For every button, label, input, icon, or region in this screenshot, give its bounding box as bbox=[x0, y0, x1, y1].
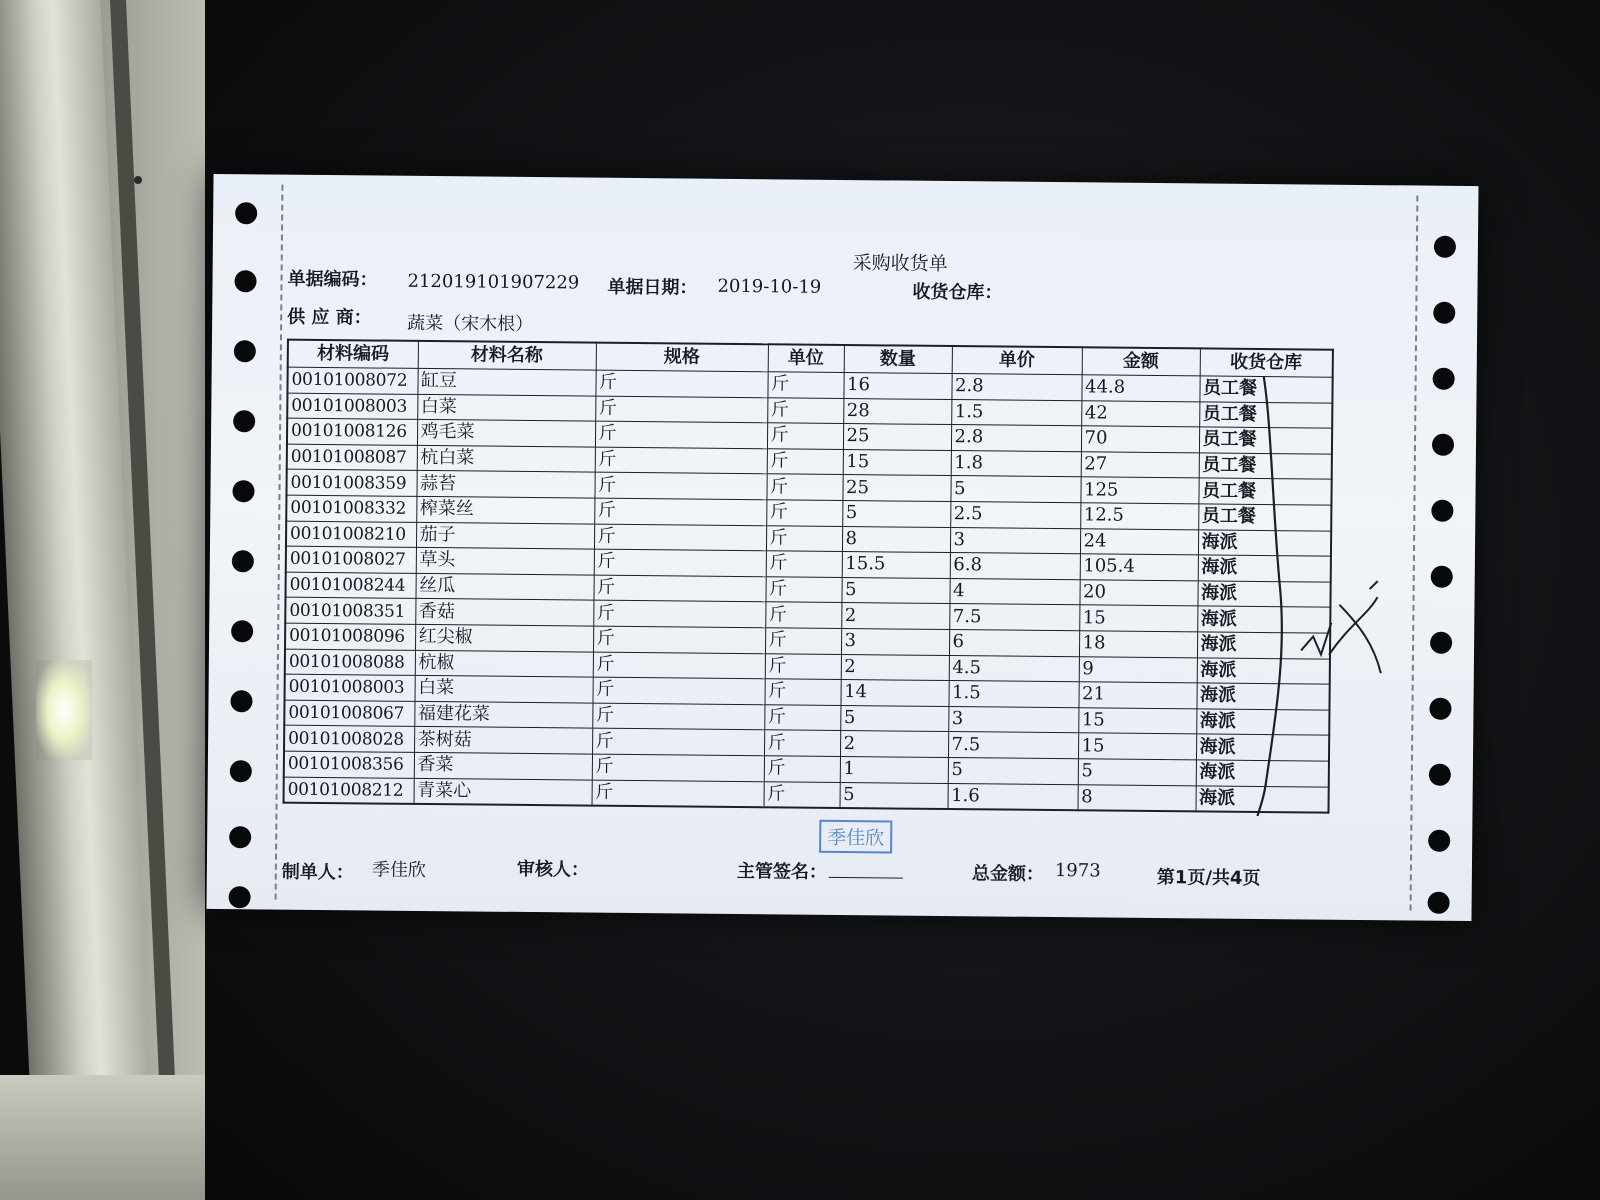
feed-hole bbox=[1433, 368, 1455, 390]
amount-cell: 8 bbox=[1077, 784, 1195, 811]
unit-price-cell: 1.8 bbox=[951, 450, 1081, 477]
amount-cell: 15 bbox=[1078, 733, 1196, 760]
spec-cell: 斤 bbox=[592, 754, 764, 781]
material-code-cell: 00101008027 bbox=[286, 546, 416, 573]
amount-cell: 125 bbox=[1080, 477, 1198, 504]
shelf bbox=[0, 1075, 205, 1200]
spec-cell: 斤 bbox=[594, 472, 766, 499]
unit-cell: 斤 bbox=[764, 756, 840, 782]
spec-cell: 斤 bbox=[593, 626, 765, 653]
warehouse-cell: 海派 bbox=[1195, 785, 1328, 812]
column-header: 收货仓库 bbox=[1200, 348, 1333, 377]
spec-cell: 斤 bbox=[594, 549, 766, 576]
feed-hole bbox=[232, 480, 254, 502]
quantity-cell: 28 bbox=[843, 398, 951, 425]
unit-price-cell: 2.8 bbox=[951, 425, 1081, 452]
warehouse-cell: 海派 bbox=[1196, 734, 1329, 761]
spec-cell: 斤 bbox=[595, 396, 767, 423]
warehouse-cell: 海派 bbox=[1198, 555, 1331, 582]
document-title: 采购收货单 bbox=[852, 252, 948, 275]
feed-hole bbox=[235, 202, 257, 224]
perforation-right bbox=[1410, 195, 1419, 910]
column-header: 规格 bbox=[596, 343, 768, 372]
unit-price-cell: 5 bbox=[950, 476, 1080, 503]
unit-cell: 斤 bbox=[764, 704, 840, 730]
maker-label: 制单人： bbox=[281, 861, 354, 884]
warehouse-cell: 海派 bbox=[1198, 529, 1331, 556]
supplier-name: 蔬菜（宋木根） bbox=[407, 312, 534, 336]
maker-name: 季佳欣 bbox=[371, 859, 426, 882]
amount-cell: 5 bbox=[1078, 759, 1196, 786]
unit-price-cell: 4.5 bbox=[949, 655, 1079, 682]
frame-screw bbox=[134, 176, 142, 184]
unit-cell: 斤 bbox=[766, 474, 842, 500]
feed-hole bbox=[1429, 764, 1451, 786]
spec-cell: 斤 bbox=[595, 370, 767, 397]
material-code-cell: 00101008088 bbox=[285, 649, 415, 676]
warehouse-cell: 员工餐 bbox=[1198, 478, 1331, 505]
material-name-cell: 福建花菜 bbox=[414, 701, 592, 728]
column-header: 单价 bbox=[952, 346, 1082, 375]
amount-cell: 27 bbox=[1081, 452, 1199, 479]
page-info: 第1页/共4页 bbox=[1156, 867, 1261, 890]
material-code-cell: 00101008210 bbox=[286, 521, 416, 548]
spec-cell: 斤 bbox=[593, 652, 765, 679]
feed-hole bbox=[233, 410, 255, 432]
quantity-cell: 25 bbox=[842, 475, 950, 502]
feed-hole bbox=[234, 270, 256, 292]
doc-number: 212019101907229 bbox=[407, 270, 580, 294]
warehouse-cell: 海派 bbox=[1197, 657, 1330, 684]
unit-price-cell: 3 bbox=[948, 706, 1078, 733]
unit-cell: 斤 bbox=[764, 730, 840, 756]
material-code-cell: 00101008003 bbox=[285, 674, 415, 701]
unit-price-cell: 3 bbox=[950, 527, 1080, 554]
material-name-cell: 榨菜丝 bbox=[416, 496, 594, 523]
unit-price-cell: 2.5 bbox=[950, 502, 1080, 529]
feed-hole bbox=[1431, 566, 1453, 588]
quantity-cell: 16 bbox=[843, 373, 951, 400]
material-code-cell: 00101008126 bbox=[287, 418, 417, 445]
doc-number-label: 单据编码： bbox=[287, 268, 378, 291]
total-label: 总金额： bbox=[971, 863, 1044, 885]
material-code-cell: 00101008359 bbox=[286, 470, 416, 497]
feed-hole bbox=[1431, 500, 1453, 522]
feed-hole bbox=[232, 550, 254, 572]
warehouse-cell: 海派 bbox=[1196, 683, 1329, 710]
amount-cell: 21 bbox=[1078, 682, 1196, 709]
feed-hole bbox=[231, 620, 253, 642]
feed-hole bbox=[1429, 698, 1451, 720]
spec-cell: 斤 bbox=[595, 421, 767, 448]
spec-cell: 斤 bbox=[592, 780, 764, 808]
warehouse-cell: 海派 bbox=[1197, 581, 1330, 608]
goods-table bbox=[283, 339, 1334, 814]
material-code-cell: 00101008072 bbox=[287, 367, 417, 394]
material-code-cell: 00101008067 bbox=[284, 700, 414, 727]
material-name-cell: 蒜苔 bbox=[416, 471, 594, 498]
material-name-cell: 杭白菜 bbox=[417, 445, 595, 472]
unit-cell: 斤 bbox=[765, 653, 841, 679]
column-header: 单位 bbox=[768, 344, 844, 372]
warehouse-cell: 海派 bbox=[1197, 632, 1330, 659]
spec-cell: 斤 bbox=[593, 600, 765, 627]
material-code-cell: 00101008244 bbox=[285, 572, 415, 599]
quantity-cell: 15.5 bbox=[842, 552, 950, 579]
amount-cell: 12.5 bbox=[1080, 503, 1198, 530]
unit-price-cell: 1.6 bbox=[947, 783, 1077, 810]
material-name-cell: 茶树菇 bbox=[414, 727, 592, 754]
spec-cell: 斤 bbox=[594, 498, 766, 525]
unit-cell: 斤 bbox=[767, 423, 843, 449]
feed-hole bbox=[1432, 434, 1454, 456]
quantity-cell: 5 bbox=[839, 782, 947, 809]
doc-date: 2019-10-19 bbox=[717, 275, 822, 298]
feed-hole bbox=[1428, 892, 1450, 914]
column-header: 材料名称 bbox=[418, 341, 596, 370]
unit-cell: 斤 bbox=[765, 577, 841, 603]
material-name-cell: 香菇 bbox=[415, 599, 593, 626]
unit-cell: 斤 bbox=[766, 500, 842, 526]
unit-price-cell: 6.8 bbox=[950, 553, 1080, 580]
material-code-cell: 00101008351 bbox=[285, 597, 415, 624]
amount-cell: 9 bbox=[1079, 656, 1197, 683]
unit-price-cell: 5 bbox=[948, 757, 1078, 784]
unit-cell: 斤 bbox=[765, 628, 841, 654]
spec-cell: 斤 bbox=[593, 575, 765, 602]
warehouse-cell: 海派 bbox=[1196, 760, 1329, 787]
quantity-cell: 8 bbox=[842, 526, 950, 553]
reviewer-label: 审核人： bbox=[516, 858, 589, 881]
name-stamp: 季佳欣 bbox=[819, 820, 892, 854]
amount-cell: 15 bbox=[1079, 605, 1197, 632]
table-body bbox=[284, 367, 1333, 813]
amount-cell: 18 bbox=[1079, 631, 1197, 658]
material-name-cell: 杭椒 bbox=[415, 650, 593, 677]
material-code-cell: 00101008096 bbox=[285, 623, 415, 650]
amount-cell: 20 bbox=[1079, 580, 1197, 607]
feed-hole bbox=[1433, 302, 1455, 324]
material-name-cell: 白菜 bbox=[417, 394, 595, 421]
spec-cell: 斤 bbox=[592, 728, 764, 755]
quantity-cell: 14 bbox=[840, 680, 948, 707]
unit-price-cell: 7.5 bbox=[949, 604, 1079, 631]
warehouse-cell: 海派 bbox=[1197, 606, 1330, 633]
warehouse-cell: 员工餐 bbox=[1199, 402, 1332, 429]
material-code-cell: 00101008028 bbox=[284, 725, 414, 752]
quantity-cell: 5 bbox=[841, 577, 949, 604]
material-code-cell: 00101008356 bbox=[284, 751, 414, 778]
material-name-cell: 茄子 bbox=[416, 522, 594, 549]
amount-cell: 15 bbox=[1078, 707, 1196, 734]
quantity-cell: 5 bbox=[840, 705, 948, 732]
amount-cell: 44.8 bbox=[1081, 375, 1199, 402]
unit-price-cell: 7.5 bbox=[948, 732, 1078, 759]
material-name-cell: 红尖椒 bbox=[415, 624, 593, 651]
total-amount: 1973 bbox=[1054, 860, 1101, 882]
warehouse-cell: 员工餐 bbox=[1199, 376, 1332, 403]
material-code-cell: 00101008003 bbox=[287, 393, 417, 420]
unit-price-cell: 2.8 bbox=[951, 374, 1081, 401]
spec-cell: 斤 bbox=[592, 703, 764, 730]
unit-cell: 斤 bbox=[764, 679, 840, 705]
material-name-cell: 鸡毛菜 bbox=[417, 420, 595, 447]
material-code-cell: 00101008212 bbox=[284, 777, 414, 804]
unit-cell: 斤 bbox=[767, 449, 843, 475]
material-code-cell: 00101008332 bbox=[286, 495, 416, 522]
column-header: 材料编码 bbox=[288, 340, 418, 369]
unit-cell: 斤 bbox=[765, 602, 841, 628]
indicator-light bbox=[36, 660, 92, 760]
quantity-cell: 2 bbox=[841, 603, 949, 630]
supplier-label: 供 应 商： bbox=[287, 306, 372, 329]
feed-hole bbox=[229, 826, 251, 848]
spec-cell: 斤 bbox=[595, 447, 767, 474]
unit-price-cell: 1.5 bbox=[948, 681, 1078, 708]
unit-cell: 斤 bbox=[766, 525, 842, 551]
amount-cell: 70 bbox=[1081, 426, 1199, 453]
material-name-cell: 草头 bbox=[416, 548, 594, 575]
material-name-cell: 青菜心 bbox=[414, 778, 592, 806]
supervisor-label: 主管签名： bbox=[736, 861, 827, 883]
warehouse-cell: 海派 bbox=[1196, 709, 1329, 736]
quantity-cell: 1 bbox=[840, 756, 948, 783]
warehouse-cell: 员工餐 bbox=[1199, 427, 1332, 454]
material-name-cell: 白菜 bbox=[415, 676, 593, 703]
warehouse-cell: 员工餐 bbox=[1198, 504, 1331, 531]
material-name-cell: 香菜 bbox=[414, 752, 592, 779]
receipt-paper bbox=[207, 174, 1479, 921]
quantity-cell: 2 bbox=[841, 654, 949, 681]
quantity-cell: 3 bbox=[841, 628, 949, 655]
quantity-cell: 15 bbox=[843, 449, 951, 476]
quantity-cell: 25 bbox=[843, 424, 951, 451]
spec-cell: 斤 bbox=[592, 677, 764, 704]
warehouse-cell: 员工餐 bbox=[1199, 453, 1332, 480]
spec-cell: 斤 bbox=[594, 524, 766, 551]
feed-hole bbox=[1428, 830, 1450, 852]
quantity-cell: 5 bbox=[842, 500, 950, 527]
warehouse-label: 收货仓库： bbox=[912, 281, 1003, 304]
feed-hole bbox=[1430, 632, 1452, 654]
amount-cell: 42 bbox=[1081, 400, 1199, 427]
unit-cell: 斤 bbox=[764, 781, 840, 808]
unit-cell: 斤 bbox=[766, 551, 842, 577]
feed-hole bbox=[229, 886, 251, 908]
unit-price-cell: 1.5 bbox=[951, 399, 1081, 426]
unit-price-cell: 4 bbox=[949, 578, 1079, 605]
amount-cell: 24 bbox=[1080, 528, 1198, 555]
column-header: 数量 bbox=[844, 345, 952, 374]
feed-hole bbox=[230, 760, 252, 782]
feed-hole bbox=[230, 690, 252, 712]
unit-price-cell: 6 bbox=[949, 629, 1079, 656]
feed-hole bbox=[234, 340, 256, 362]
doc-date-label: 单据日期： bbox=[607, 276, 698, 299]
unit-cell: 斤 bbox=[767, 397, 843, 423]
column-header: 金额 bbox=[1082, 347, 1200, 376]
material-name-cell: 缸豆 bbox=[417, 368, 595, 395]
quantity-cell: 2 bbox=[840, 731, 948, 758]
supervisor-signature-line bbox=[829, 877, 903, 879]
material-name-cell: 丝瓜 bbox=[415, 573, 593, 600]
amount-cell: 105.4 bbox=[1080, 554, 1198, 581]
material-code-cell: 00101008087 bbox=[287, 444, 417, 471]
unit-cell: 斤 bbox=[767, 372, 843, 398]
